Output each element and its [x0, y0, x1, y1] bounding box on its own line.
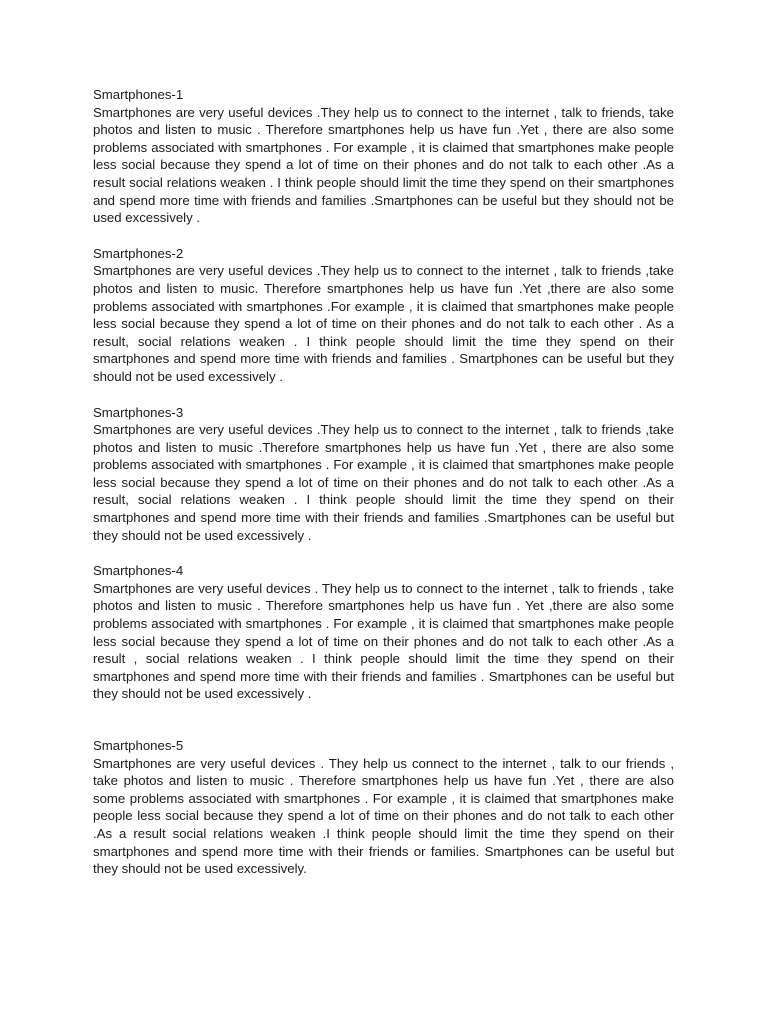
- section-heading: Smartphones-1: [93, 87, 184, 102]
- essay-section-1: [93, 86, 674, 227]
- section-paragraph: Smartphones are very useful devices .They help us to connect to the internet , talk to friends, take photos and listen to music . Therefore smartphones help us have fun .Yet , there are also some problems associated with smartphones . For example , it is claimed that smartphones make people less social because they spend a lot of time on their phones and do not talk to each other .As a result social relations weaken . I think people should limit the time they spend on their smartphones and spend more time with friends and families .Smartphones can be useful but they should not be used excessively .: [93, 104, 674, 226]
- section-heading: Smartphones-4: [93, 563, 184, 579]
- essay-section-5: [93, 737, 674, 878]
- section-heading: Smartphones-5: [93, 738, 184, 753]
- section-heading: Smartphones-3: [93, 404, 184, 420]
- essay-section-4: [93, 562, 674, 703]
- section-paragraph: Smartphones are very useful devices . They help us to connect to the internet , talk to friends , take photos and listen to music . Therefore smartphones help us have fun . Yet ,there are also some problems associated with smartphones . For example , it is claimed that smartphones make people less social because they spend a lot of time on their phones and do not talk to each other .As a result , social relations weaken . I think people should limit the time they spend on their smartphones and spend more time with their friends and families . Smartphones can be useful but they should not be used excessively .: [93, 580, 674, 702]
- document-page: [93, 86, 674, 896]
- essay-section-2: [93, 245, 674, 386]
- essay-section-3: [93, 404, 674, 545]
- section-paragraph: Smartphones are very useful devices .They help us to connect to the internet , talk to friends ,take photos and listen to music. Therefore smartphones help us have fun .Yet ,there are also some problems associated with smartphones .For example , it is claimed that smartphones make people less social because they spend a lot of time on their phones and do not talk to each other . As a result, social relations weaken . I think people should limit the time they spend on their smartphones and spend more time with friends and families . Smartphones can be useful but they should not be used excessively .: [93, 263, 674, 384]
- section-paragraph: Smartphones are very useful devices .They help us to connect to the internet , talk to friends ,take photos and listen to music .Therefore smartphones help us have fun .Yet , there are also some problems associated with smartphones . For example , it is claimed that smartphones make people less social because they spend a lot of time on their phones and do not talk to each other .As a result, social relations weaken . I think people should limit the time they spend on their smartphones and spend more time with their friends and families .Smartphones can be useful but they should not be used excessively .: [93, 422, 674, 543]
- section-heading: Smartphones-2: [93, 245, 184, 261]
- section-paragraph: Smartphones are very useful devices . They help us connect to the internet , talk to our friends , take photos and listen to music . Therefore smartphones help us have fun .Yet , there are also some problems associated with smartphones . For example , it is claimed that smartphones make people less social because they spend a lot of time on their phones and do not talk to each other .As a result social relations weaken .I think people should limit the time they spend on their smartphones and spend more time with their friends or families. Smartphones can be useful but they should not be used excessively.: [93, 755, 674, 877]
